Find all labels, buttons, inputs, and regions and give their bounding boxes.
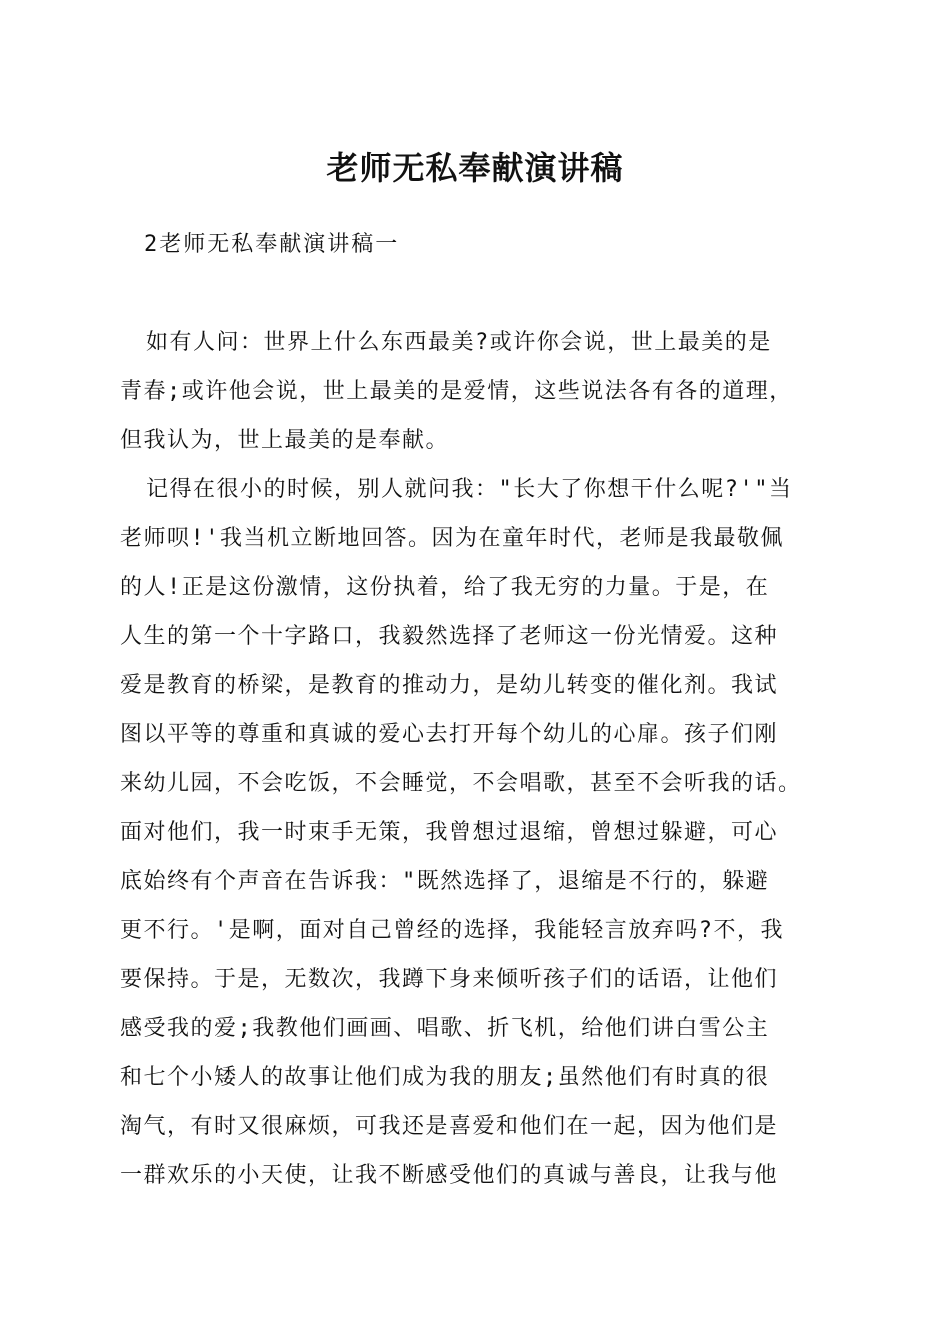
body-line: 一群欢乐的小天使，让我不断感受他们的真诚与善良，让我与他 bbox=[120, 1163, 779, 1188]
body-line: 爱是教育的桥梁，是教育的推动力，是幼儿转变的催化剂。我试 bbox=[120, 673, 779, 698]
document-title: 老师无私奉献演讲稿 bbox=[326, 149, 624, 187]
body-line: 要保持。于是，无数次，我蹲下身来倾听孩子们的话语，让他们 bbox=[120, 967, 779, 992]
body-line: 的人!正是这份激情，这份执着，给了我无穷的力量。于是，在 bbox=[120, 575, 770, 600]
document-subtitle: 2老师无私奉献演讲稿一 bbox=[144, 232, 400, 257]
body-line: 记得在很小的时候，别人就问我："长大了你想干什么呢?'"当 bbox=[146, 477, 793, 502]
body-line: 人生的第一个十字路口，我毅然选择了老师这一份光情爱。这种 bbox=[120, 624, 779, 649]
body-line: 面对他们，我一时束手无策，我曾想过退缩，曾想过躲避，可心 bbox=[120, 820, 779, 845]
body-line: 感受我的爱;我教他们画画、唱歌、折飞机，给他们讲白雪公主 bbox=[120, 1016, 770, 1041]
body-line: 如有人问：世界上什么东西最美?或许你会说，世上最美的是 bbox=[146, 330, 772, 355]
body-line: 但我认为，世上最美的是奉献。 bbox=[120, 428, 450, 453]
body-line: 淘气，有时又很麻烦，可我还是喜爱和他们在一起，因为他们是 bbox=[120, 1114, 779, 1139]
body-line: 底始终有个声音在告诉我："既然选择了，退缩是不行的，躲避 bbox=[120, 869, 770, 894]
body-line: 老师呗!'我当机立断地回答。因为在童年时代，老师是我最敬佩 bbox=[120, 526, 784, 551]
body-line: 来幼儿园，不会吃饭，不会睡觉，不会唱歌，甚至不会听我的话。 bbox=[120, 771, 802, 796]
body-line: 图以平等的尊重和真诚的爱心去打开每个幼儿的心扉。孩子们刚 bbox=[120, 722, 779, 747]
body-line: 和七个小矮人的故事让他们成为我的朋友;虽然他们有时真的很 bbox=[120, 1065, 770, 1090]
body-line: 更不行。'是啊，面对自己曾经的选择，我能轻言放弃吗?不，我 bbox=[120, 918, 784, 943]
body-line: 青春;或许他会说，世上最美的是爱情，这些说法各有各的道理， bbox=[120, 379, 793, 404]
document-body bbox=[120, 324, 850, 1206]
